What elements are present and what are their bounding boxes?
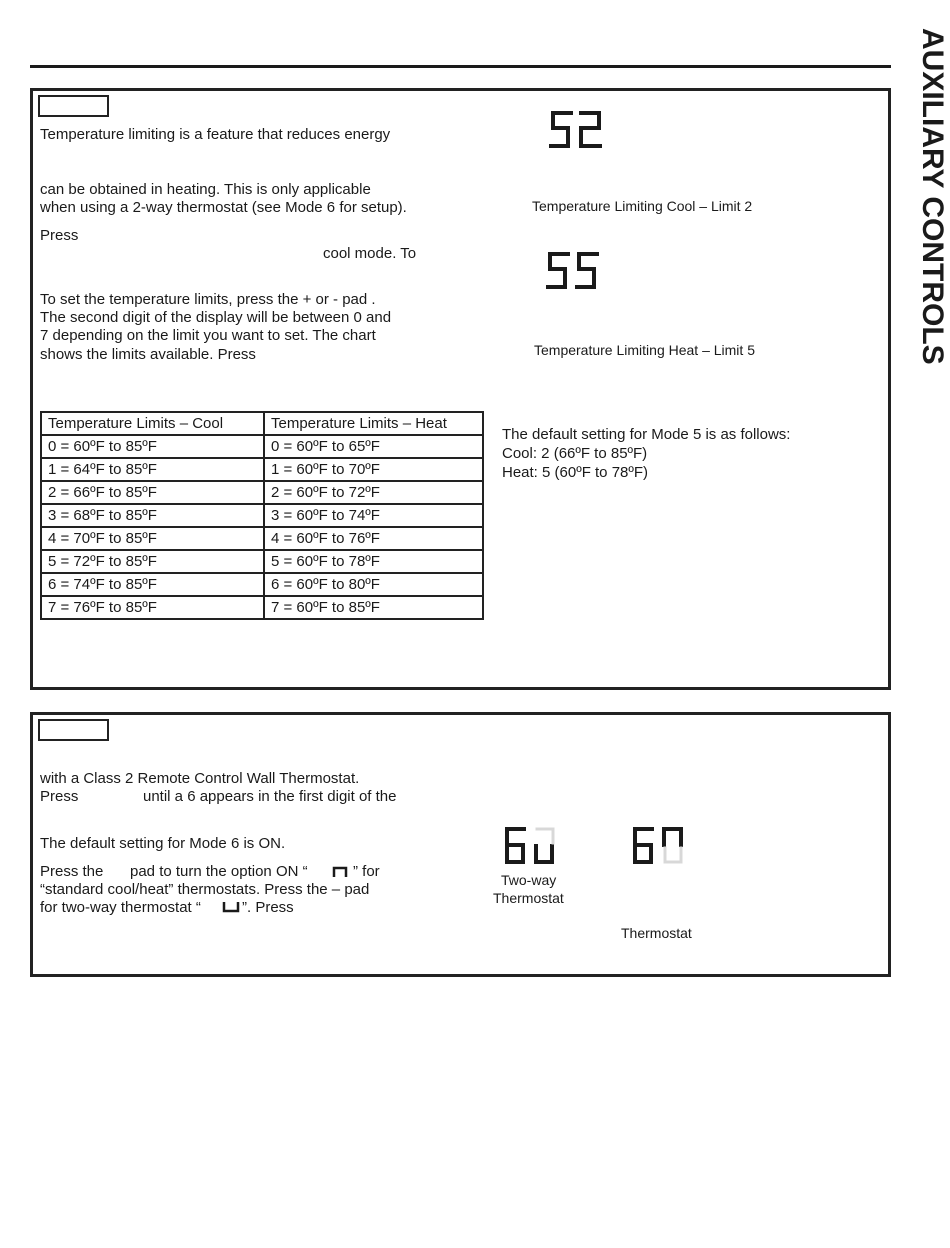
two-way-thermostat-symbol-icon — [222, 901, 240, 913]
caption-heat-limit: Temperature Limiting Heat – Limit 5 — [534, 342, 755, 358]
table-cell: 0 = 60ºF to 85ºF — [41, 435, 264, 458]
mode5-text-line: shows the limits available. Press — [40, 346, 256, 363]
mode5-text-line: when using a 2-way thermostat (see Mode 6 for setup). — [40, 199, 407, 216]
table-header-row — [41, 412, 483, 435]
standard-thermostat-symbol-icon — [332, 866, 348, 878]
table-row — [41, 504, 483, 527]
header-rule — [30, 65, 891, 68]
mode6-text-line: ”. Press — [242, 899, 294, 916]
table-cell: 0 = 60ºF to 65ºF — [264, 435, 483, 458]
table-header-heat: Temperature Limits – Heat — [264, 412, 483, 435]
table-cell: 7 = 76ºF to 85ºF — [41, 596, 264, 619]
caption-two-way: Thermostat — [493, 890, 564, 906]
table-cell: 2 = 60ºF to 72ºF — [264, 481, 483, 504]
mode6-text-line: “standard cool/heat” thermostats. Press the – pad — [40, 881, 370, 898]
display-standard — [630, 826, 690, 866]
table-cell: 4 = 70ºF to 85ºF — [41, 527, 264, 550]
mode6-text-line: pad to turn the option ON “ — [130, 863, 308, 880]
display-two-way — [502, 826, 562, 866]
table-cell: 4 = 60ºF to 76ºF — [264, 527, 483, 550]
caption-standard: Thermostat — [621, 925, 692, 941]
mode6-label-box — [38, 719, 109, 741]
temperature-limits-table — [40, 411, 484, 620]
table-cell: 2 = 66ºF to 85ºF — [41, 481, 264, 504]
mode5-text-line: can be obtained in heating. This is only applicable — [40, 181, 371, 198]
mode5-text-line: The second digit of the display will be between 0 and — [40, 309, 392, 326]
mode6-text-line: Press the — [40, 863, 104, 880]
table-cell: 6 = 60ºF to 80ºF — [264, 573, 483, 596]
section-side-title: AUXILIARY CONTROLS — [916, 28, 949, 365]
mode6-text-line: with a Class 2 Remote Control Wall Thermostat. — [40, 770, 360, 787]
mode6-text-line: for two-way thermostat “ — [40, 899, 201, 916]
mode5-label-box — [38, 95, 109, 117]
mode5-text-line: Press — [40, 227, 79, 244]
mode5-text-line: cool mode. To — [323, 245, 417, 262]
display-cool-limit-2 — [548, 110, 604, 150]
table-cell: 7 = 60ºF to 85ºF — [264, 596, 483, 619]
table-header-cool: Temperature Limits – Cool — [41, 412, 264, 435]
mode5-text-line: 7 depending on the limit you want to set. The chart — [40, 327, 376, 344]
mode5-text-line: Temperature limiting is a feature that reduces energy — [40, 126, 391, 143]
table-cell: 6 = 74ºF to 85ºF — [41, 573, 264, 596]
table-cell: 5 = 60ºF to 78ºF — [264, 550, 483, 573]
caption-two-way: Two-way — [501, 872, 557, 888]
defaults-line: The default setting for Mode 5 is as follows: — [502, 426, 791, 443]
table-row — [41, 596, 483, 619]
table-cell: 3 = 60ºF to 74ºF — [264, 504, 483, 527]
mode5-text-line: To set the temperature limits, press the + or - pad . — [40, 291, 376, 308]
defaults-line: Cool: 2 (66ºF to 85ºF) — [502, 445, 648, 462]
mode6-text-line: The default setting for Mode 6 is ON. — [40, 835, 286, 852]
mode6-text-line: Press — [40, 788, 79, 805]
mode6-text-line: ” for — [353, 863, 380, 880]
table-row — [41, 458, 483, 481]
display-heat-limit-5 — [545, 251, 601, 291]
table-row — [41, 435, 483, 458]
table-cell: 5 = 72ºF to 85ºF — [41, 550, 264, 573]
defaults-line: Heat: 5 (60ºF to 78ºF) — [502, 464, 649, 481]
table-cell: 1 = 60ºF to 70ºF — [264, 458, 483, 481]
table-cell: 3 = 68ºF to 85ºF — [41, 504, 264, 527]
mode6-text-line: until a 6 appears in the first digit of the — [143, 788, 397, 805]
table-row — [41, 573, 483, 596]
table-row — [41, 527, 483, 550]
table-cell: 1 = 64ºF to 85ºF — [41, 458, 264, 481]
table-row — [41, 550, 483, 573]
table-row — [41, 481, 483, 504]
caption-cool-limit: Temperature Limiting Cool – Limit 2 — [532, 198, 753, 214]
